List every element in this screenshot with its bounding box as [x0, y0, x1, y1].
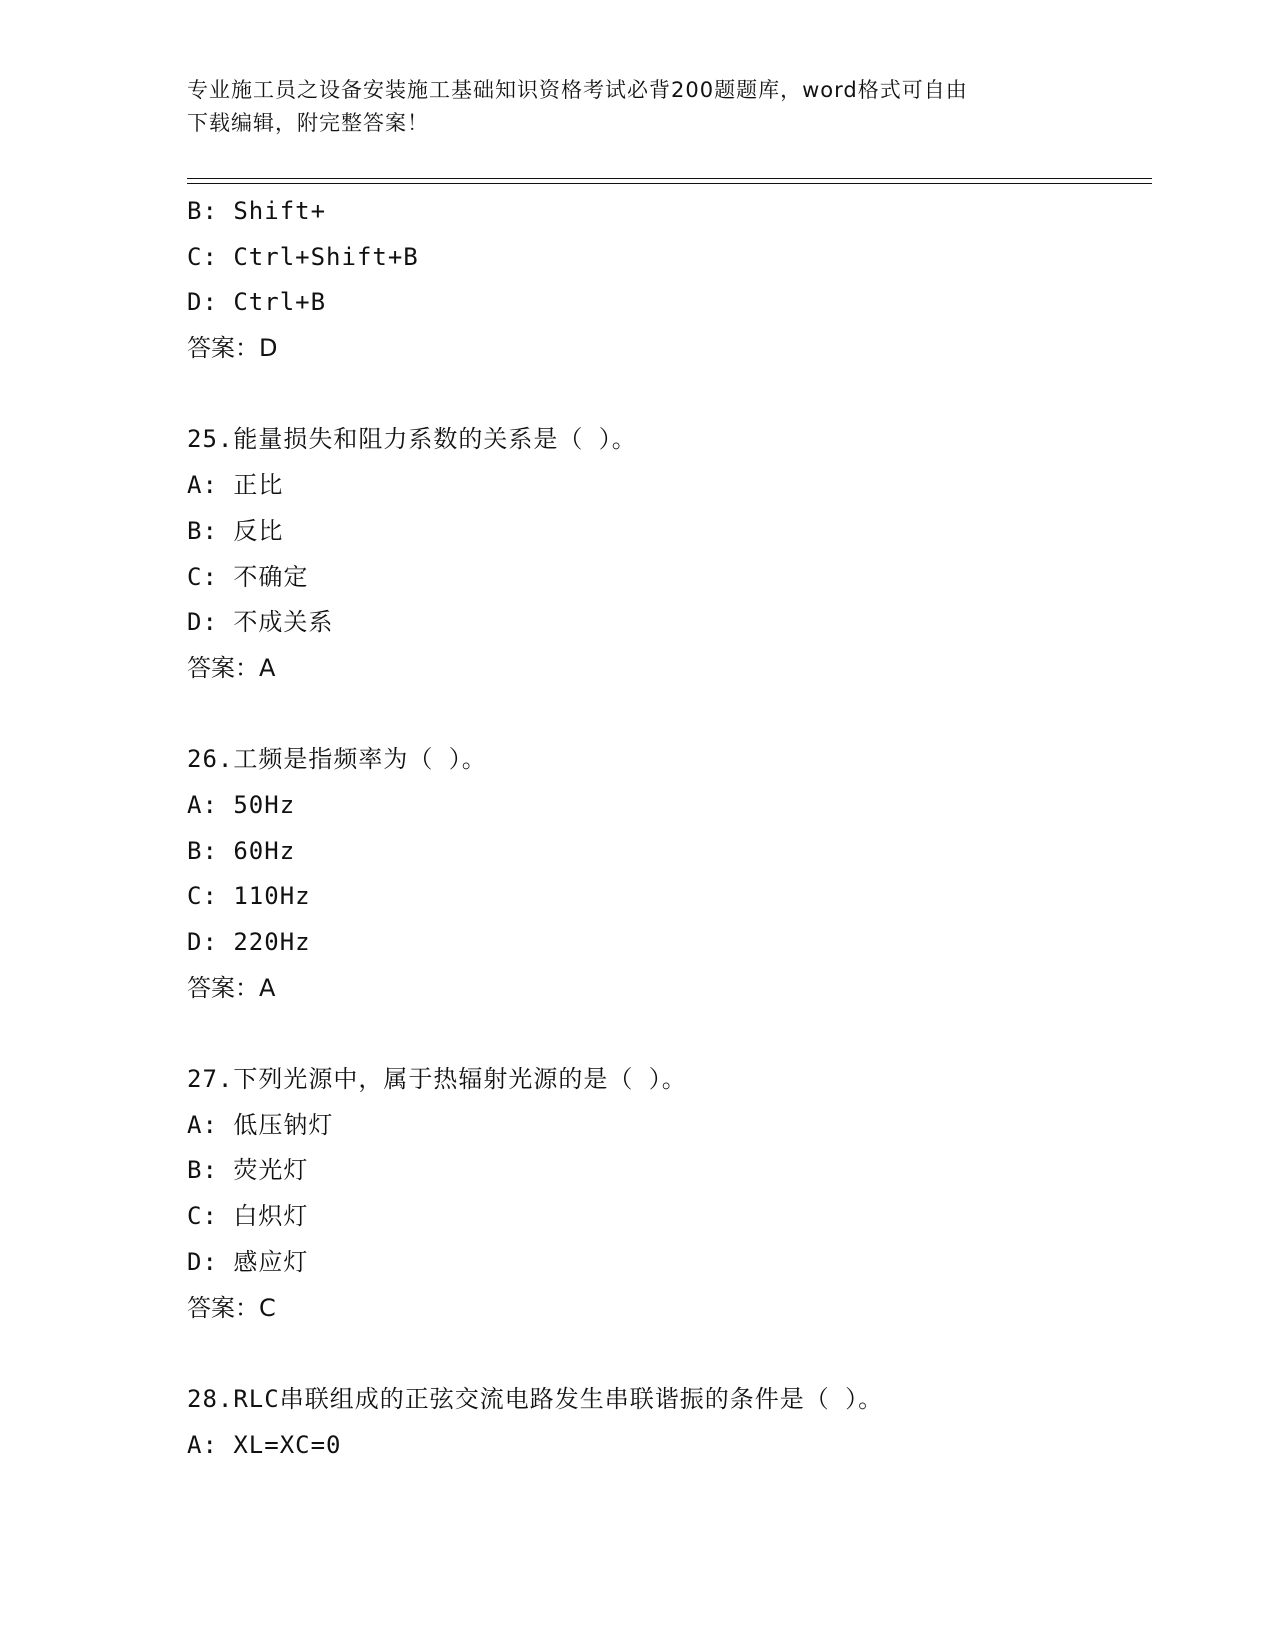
spacer — [187, 692, 1147, 738]
header-divider-bottom — [187, 183, 1152, 184]
option-d: D: 不成关系 — [187, 608, 334, 637]
header-divider-top — [187, 178, 1152, 179]
question-text: 26.工频是指频率为（ ）。 — [187, 745, 487, 774]
option-a: A: 正比 — [187, 471, 284, 500]
header-line-1: 专业施工员之设备安装施工基础知识资格考试必背200题题库，word格式可自由 — [187, 78, 968, 102]
option-d: D: 220Hz — [187, 928, 311, 956]
spacer — [187, 1331, 1147, 1377]
question-block-26 — [187, 737, 1147, 1011]
option-c: C: 不确定 — [187, 562, 309, 591]
answer-line: 答案：A — [187, 653, 276, 682]
option-c: C: 110Hz — [187, 882, 311, 911]
question-text: 25.能量损失和阻力系数的关系是（ ）。 — [187, 425, 637, 454]
spacer — [187, 372, 1147, 418]
option-a: A: 50Hz — [187, 790, 296, 819]
option-b: B: 60Hz — [187, 836, 296, 865]
option-d: D: Ctrl+B — [187, 288, 327, 317]
answer-line: 答案：D — [187, 334, 278, 363]
question-block-27 — [187, 1057, 1147, 1331]
option-d: D: 感应灯 — [187, 1247, 309, 1276]
answer-line: 答案：C — [187, 1293, 276, 1322]
option-c: C: 白炽灯 — [187, 1202, 309, 1231]
option-b: B: 荧光灯 — [187, 1156, 309, 1185]
option-c: C: Ctrl+Shift+B — [187, 242, 419, 271]
question-text: 27.下列光源中，属于热辐射光源的是（ ）。 — [187, 1065, 687, 1094]
question-text: 28.RLC串联组成的正弦交流电路发生串联谐振的条件是（ ）。 — [187, 1384, 884, 1413]
question-block-28 — [187, 1377, 1147, 1468]
option-a: A: XL=XC=0 — [187, 1430, 342, 1459]
option-b: B: 反比 — [187, 516, 284, 545]
question-list — [187, 189, 1147, 1468]
document-header — [187, 74, 1087, 140]
spacer — [187, 1011, 1147, 1057]
question-block-24 — [187, 189, 1147, 372]
answer-line: 答案：A — [187, 973, 276, 1002]
header-line-2: 下载编辑，附完整答案！ — [187, 111, 429, 135]
question-block-25 — [187, 417, 1147, 691]
option-b: B: Shift+ — [187, 197, 327, 225]
option-a: A: 低压钠灯 — [187, 1110, 334, 1139]
